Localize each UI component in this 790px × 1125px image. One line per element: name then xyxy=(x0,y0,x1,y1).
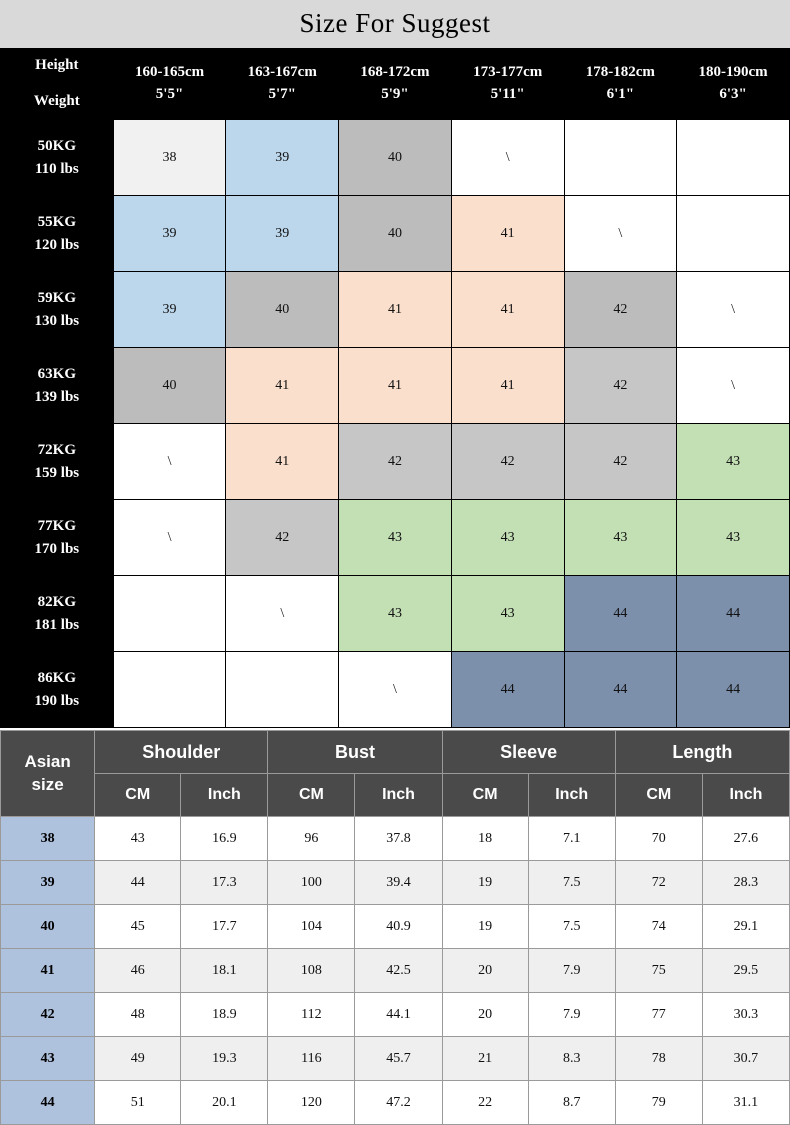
size-cell: 44 xyxy=(451,652,564,728)
row-header-2 xyxy=(1,272,114,348)
size-cell xyxy=(677,120,790,196)
measure-cell: 18.1 xyxy=(181,949,268,993)
size-cell: 42 xyxy=(564,424,677,500)
size-cell: \ xyxy=(677,272,790,348)
asian-size-value: 41 xyxy=(1,949,95,993)
asian-size-value: 44 xyxy=(1,1081,95,1125)
row-header-lbs-0: 110 lbs xyxy=(34,160,79,177)
size-cell: 42 xyxy=(339,424,452,500)
size-cell: 41 xyxy=(339,348,452,424)
measure-cell: 37.8 xyxy=(355,817,442,861)
column-header-cm-5: 180-190cm xyxy=(698,64,768,81)
measure-cell: 45.7 xyxy=(355,1037,442,1081)
size-cell: 44 xyxy=(677,652,790,728)
measure-cell: 70 xyxy=(615,817,702,861)
row-header-lbs-6: 181 lbs xyxy=(34,616,80,633)
size-cell: 43 xyxy=(339,576,452,652)
table-row xyxy=(1,272,790,348)
column-header-inch-0: 5'5" xyxy=(155,86,184,102)
table-row xyxy=(1,993,790,1037)
table-row xyxy=(1,905,790,949)
row-header-kg-0: 50KG xyxy=(37,138,77,154)
column-header-3 xyxy=(451,49,564,120)
row-header-4 xyxy=(1,424,114,500)
size-suggest-header xyxy=(1,49,790,120)
size-cell: 43 xyxy=(339,500,452,576)
asian-table-body xyxy=(1,817,790,1125)
measure-cell: 8.7 xyxy=(528,1081,615,1125)
group-header-sleeve: Sleeve xyxy=(442,731,615,774)
column-header-cm-3: 173-177cm xyxy=(473,64,543,81)
size-suggest-table xyxy=(0,48,790,728)
size-cell: \ xyxy=(339,652,452,728)
measure-cell: 78 xyxy=(615,1037,702,1081)
size-cell: 43 xyxy=(677,424,790,500)
size-cell: 42 xyxy=(564,272,677,348)
measure-cell: 28.3 xyxy=(702,861,789,905)
measure-cell: 19 xyxy=(442,905,528,949)
size-cell: 43 xyxy=(564,500,677,576)
measure-cell: 104 xyxy=(268,905,355,949)
measure-cell: 42.5 xyxy=(355,949,442,993)
asian-size-corner xyxy=(1,731,95,817)
column-header-0 xyxy=(113,49,226,120)
asian-size-value: 40 xyxy=(1,905,95,949)
size-cell: 41 xyxy=(226,348,339,424)
measure-cell: 19 xyxy=(442,861,528,905)
measure-cell: 51 xyxy=(95,1081,181,1125)
column-header-1 xyxy=(226,49,339,120)
size-suggest-body xyxy=(1,120,790,728)
measure-cell: 31.1 xyxy=(702,1081,789,1125)
size-cell: 42 xyxy=(451,424,564,500)
size-cell: 39 xyxy=(113,272,226,348)
row-header-kg-4: 72KG xyxy=(37,442,77,458)
measure-cell: 20.1 xyxy=(181,1081,268,1125)
size-cell xyxy=(113,576,226,652)
column-header-cm-2: 168-172cm xyxy=(360,64,430,81)
unit-header-6: CM xyxy=(615,774,702,817)
table-row xyxy=(1,120,790,196)
unit-header-4: CM xyxy=(442,774,528,817)
row-header-lbs-3: 139 lbs xyxy=(34,388,80,405)
measure-cell: 100 xyxy=(268,861,355,905)
measure-cell: 74 xyxy=(615,905,702,949)
size-cell xyxy=(677,196,790,272)
size-cell: 40 xyxy=(113,348,226,424)
size-cell: 43 xyxy=(451,576,564,652)
measure-cell: 77 xyxy=(615,993,702,1037)
column-header-inch-4: 6'1" xyxy=(606,86,635,102)
measure-cell: 30.3 xyxy=(702,993,789,1037)
measure-cell: 108 xyxy=(268,949,355,993)
size-cell: 44 xyxy=(677,576,790,652)
unit-header-7: Inch xyxy=(702,774,789,817)
size-cell: 44 xyxy=(564,652,677,728)
measure-cell: 112 xyxy=(268,993,355,1037)
measure-cell: 29.5 xyxy=(702,949,789,993)
measure-cell: 96 xyxy=(268,817,355,861)
row-header-lbs-5: 170 lbs xyxy=(34,540,80,557)
measure-cell: 18 xyxy=(442,817,528,861)
measure-cell: 21 xyxy=(442,1037,528,1081)
measure-cell: 7.9 xyxy=(528,993,615,1037)
table-row xyxy=(1,500,790,576)
size-cell: 42 xyxy=(564,348,677,424)
measure-cell: 44 xyxy=(95,861,181,905)
size-cell: 41 xyxy=(451,272,564,348)
row-header-lbs-4: 159 lbs xyxy=(34,464,80,481)
table-row xyxy=(1,1037,790,1081)
measure-cell: 39.4 xyxy=(355,861,442,905)
size-cell: 44 xyxy=(564,576,677,652)
measure-cell: 19.3 xyxy=(181,1037,268,1081)
asian-size-table xyxy=(0,730,790,1125)
column-header-inch-1: 5'7" xyxy=(268,86,296,102)
size-cell: 43 xyxy=(677,500,790,576)
row-header-5 xyxy=(1,500,114,576)
row-header-kg-3: 63KG xyxy=(37,366,77,382)
unit-header-3: Inch xyxy=(355,774,442,817)
size-cell: 42 xyxy=(226,500,339,576)
table-row xyxy=(1,196,790,272)
table-row xyxy=(1,348,790,424)
table-row xyxy=(1,861,790,905)
group-header-shoulder: Shoulder xyxy=(95,731,268,774)
measure-cell: 49 xyxy=(95,1037,181,1081)
row-header-6 xyxy=(1,576,114,652)
unit-header-2: CM xyxy=(268,774,355,817)
row-header-kg-1: 55KG xyxy=(37,214,77,230)
column-header-inch-2: 5'9" xyxy=(381,86,409,102)
measure-cell: 27.6 xyxy=(702,817,789,861)
size-cell: \ xyxy=(677,348,790,424)
row-header-lbs-2: 130 lbs xyxy=(34,312,80,329)
measure-cell: 45 xyxy=(95,905,181,949)
unit-header-0: CM xyxy=(95,774,181,817)
measure-cell: 75 xyxy=(615,949,702,993)
asian-size-value: 42 xyxy=(1,993,95,1037)
size-cell: 40 xyxy=(339,196,452,272)
table-row xyxy=(1,652,790,728)
size-cell: 38 xyxy=(113,120,226,196)
row-header-kg-7: 86KG xyxy=(37,670,77,686)
size-cell: 41 xyxy=(451,348,564,424)
size-cell: 41 xyxy=(339,272,452,348)
measure-cell: 43 xyxy=(95,817,181,861)
size-cell: \ xyxy=(113,500,226,576)
asian-size-value: 43 xyxy=(1,1037,95,1081)
row-header-kg-2: 59KG xyxy=(37,290,77,306)
group-header-bust: Bust xyxy=(268,731,442,774)
measure-cell: 16.9 xyxy=(181,817,268,861)
size-cell: \ xyxy=(226,576,339,652)
size-cell xyxy=(113,652,226,728)
asian-unit-row xyxy=(1,774,790,817)
size-cell: 39 xyxy=(226,120,339,196)
page-title: Size For Suggest xyxy=(0,0,790,48)
measure-cell: 7.9 xyxy=(528,949,615,993)
row-header-1 xyxy=(1,196,114,272)
measure-cell: 46 xyxy=(95,949,181,993)
size-cell xyxy=(564,120,677,196)
column-header-2 xyxy=(339,49,452,120)
asian-size-value: 38 xyxy=(1,817,95,861)
table-row xyxy=(1,949,790,993)
measure-cell: 17.7 xyxy=(181,905,268,949)
size-cell: 39 xyxy=(113,196,226,272)
row-header-lbs-7: 190 lbs xyxy=(34,692,80,709)
measure-cell: 22 xyxy=(442,1081,528,1125)
measure-cell: 116 xyxy=(268,1037,355,1081)
size-cell: 40 xyxy=(339,120,452,196)
unit-header-5: Inch xyxy=(528,774,615,817)
asian-size-value: 39 xyxy=(1,861,95,905)
measure-cell: 40.9 xyxy=(355,905,442,949)
row-header-0 xyxy=(1,120,114,196)
measure-cell: 44.1 xyxy=(355,993,442,1037)
measure-cell: 7.5 xyxy=(528,905,615,949)
row-header-lbs-1: 120 lbs xyxy=(34,236,80,253)
size-cell xyxy=(226,652,339,728)
size-cell: 41 xyxy=(226,424,339,500)
measure-cell: 48 xyxy=(95,993,181,1037)
size-cell: 40 xyxy=(226,272,339,348)
measure-cell: 8.3 xyxy=(528,1037,615,1081)
row-header-7 xyxy=(1,652,114,728)
corner-height-label: Height xyxy=(35,57,79,73)
measure-cell: 29.1 xyxy=(702,905,789,949)
corner-weight-label: Weight xyxy=(33,93,80,110)
measure-cell: 20 xyxy=(442,993,528,1037)
table-row xyxy=(1,424,790,500)
measure-cell: 72 xyxy=(615,861,702,905)
size-cell: \ xyxy=(451,120,564,196)
asian-size-line1: Asian xyxy=(24,752,71,772)
column-header-5 xyxy=(677,49,790,120)
measure-cell: 7.5 xyxy=(528,861,615,905)
measure-cell: 47.2 xyxy=(355,1081,442,1125)
asian-size-line2: size xyxy=(31,774,64,794)
measure-cell: 120 xyxy=(268,1081,355,1125)
unit-header-1: Inch xyxy=(181,774,268,817)
asian-table-header xyxy=(1,731,790,817)
measure-cell: 79 xyxy=(615,1081,702,1125)
size-cell: \ xyxy=(113,424,226,500)
column-header-4 xyxy=(564,49,677,120)
asian-group-row xyxy=(1,731,790,774)
measure-cell: 7.1 xyxy=(528,817,615,861)
measure-cell: 18.9 xyxy=(181,993,268,1037)
column-header-cm-1: 163-167cm xyxy=(247,64,317,81)
row-header-3 xyxy=(1,348,114,424)
table-row xyxy=(1,1081,790,1125)
measure-cell: 20 xyxy=(442,949,528,993)
column-header-inch-5: 6'3" xyxy=(719,86,747,102)
size-cell: \ xyxy=(564,196,677,272)
measure-cell: 17.3 xyxy=(181,861,268,905)
column-header-inch-3: 5'11" xyxy=(490,86,525,102)
size-cell: 43 xyxy=(451,500,564,576)
row-header-kg-6: 82KG xyxy=(37,594,77,610)
measure-cell: 30.7 xyxy=(702,1037,789,1081)
row-header-kg-5: 77KG xyxy=(37,518,77,534)
corner-header-cell xyxy=(1,49,114,120)
group-header-length: Length xyxy=(615,731,789,774)
column-header-cm-0: 160-165cm xyxy=(134,64,205,81)
table-row xyxy=(1,576,790,652)
size-cell: 41 xyxy=(451,196,564,272)
column-header-cm-4: 178-182cm xyxy=(585,64,655,81)
size-cell: 39 xyxy=(226,196,339,272)
table-row xyxy=(1,817,790,861)
table-header-row xyxy=(1,49,790,120)
